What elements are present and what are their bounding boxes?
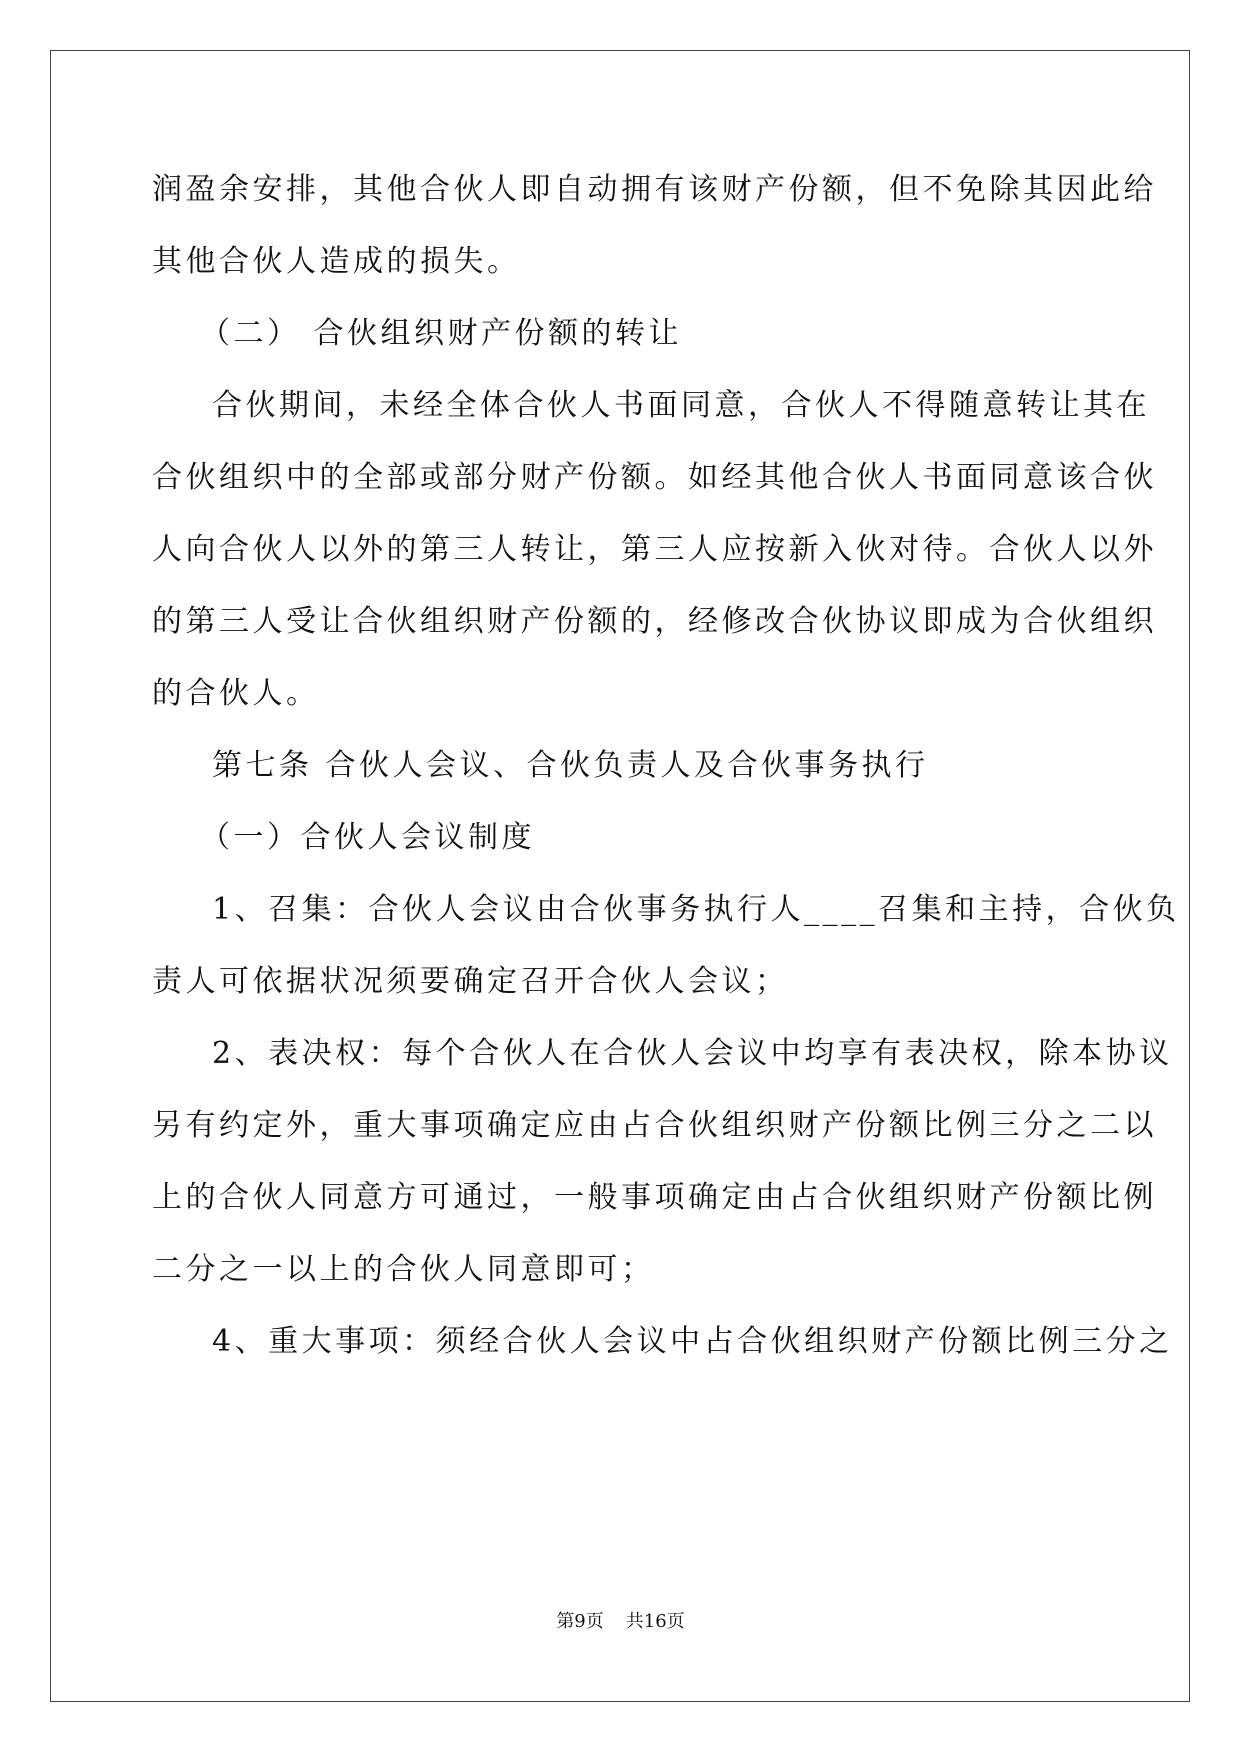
- body-line: 的第三人受让合伙组织财产份额的，经修改合伙协议即成为合伙组织: [152, 604, 1157, 639]
- body-line: 上的合伙人同意方可通过，一般事项确定由占合伙组织财产份额比例: [152, 1180, 1157, 1215]
- body-line: 其他合伙人造成的损失。: [152, 244, 521, 279]
- body-line: 另有约定外，重大事项确定应由占合伙组织财产份额比例三分之二以: [152, 1108, 1157, 1143]
- body-line: 1、召集：合伙人会议由合伙事务执行人____召集和主持，合伙负: [212, 892, 1180, 927]
- body-line: 合伙期间，未经全体合伙人书面同意，合伙人不得随意转让其在: [212, 388, 1150, 423]
- body-line: 责人可依据状况须要确定召开合伙人会议；: [152, 964, 789, 999]
- body-line: 二分之一以上的合伙人同意即可；: [152, 1252, 655, 1287]
- body-line: 人向合伙人以外的第三人转让，第三人应按新入伙对待。合伙人以外: [152, 532, 1157, 567]
- page-total: 共16页: [625, 1611, 685, 1632]
- body-line: 合伙组织中的全部或部分财产份额。如经其他合伙人书面同意该合伙: [152, 460, 1157, 495]
- body-line: 4、重大事项：须经合伙人会议中占合伙组织财产份额比例三分之: [212, 1324, 1173, 1359]
- body-line: 的合伙人。: [152, 676, 320, 711]
- article-heading: 第七条 合伙人会议、合伙负责人及合伙事务执行: [212, 748, 929, 783]
- page-number: 第9页: [556, 1611, 604, 1632]
- page-footer: [0, 1610, 1241, 1634]
- section-heading: （一）合伙人会议制度: [200, 820, 535, 855]
- body-line: 2、表决权：每个合伙人在合伙人会议中均享有表决权，除本协议: [212, 1036, 1173, 1071]
- body-line: 润盈余安排，其他合伙人即自动拥有该财产份额，但不免除其因此给: [152, 172, 1157, 207]
- page-border: [50, 50, 1190, 1702]
- section-heading: （二） 合伙组织财产份额的转让: [200, 316, 683, 351]
